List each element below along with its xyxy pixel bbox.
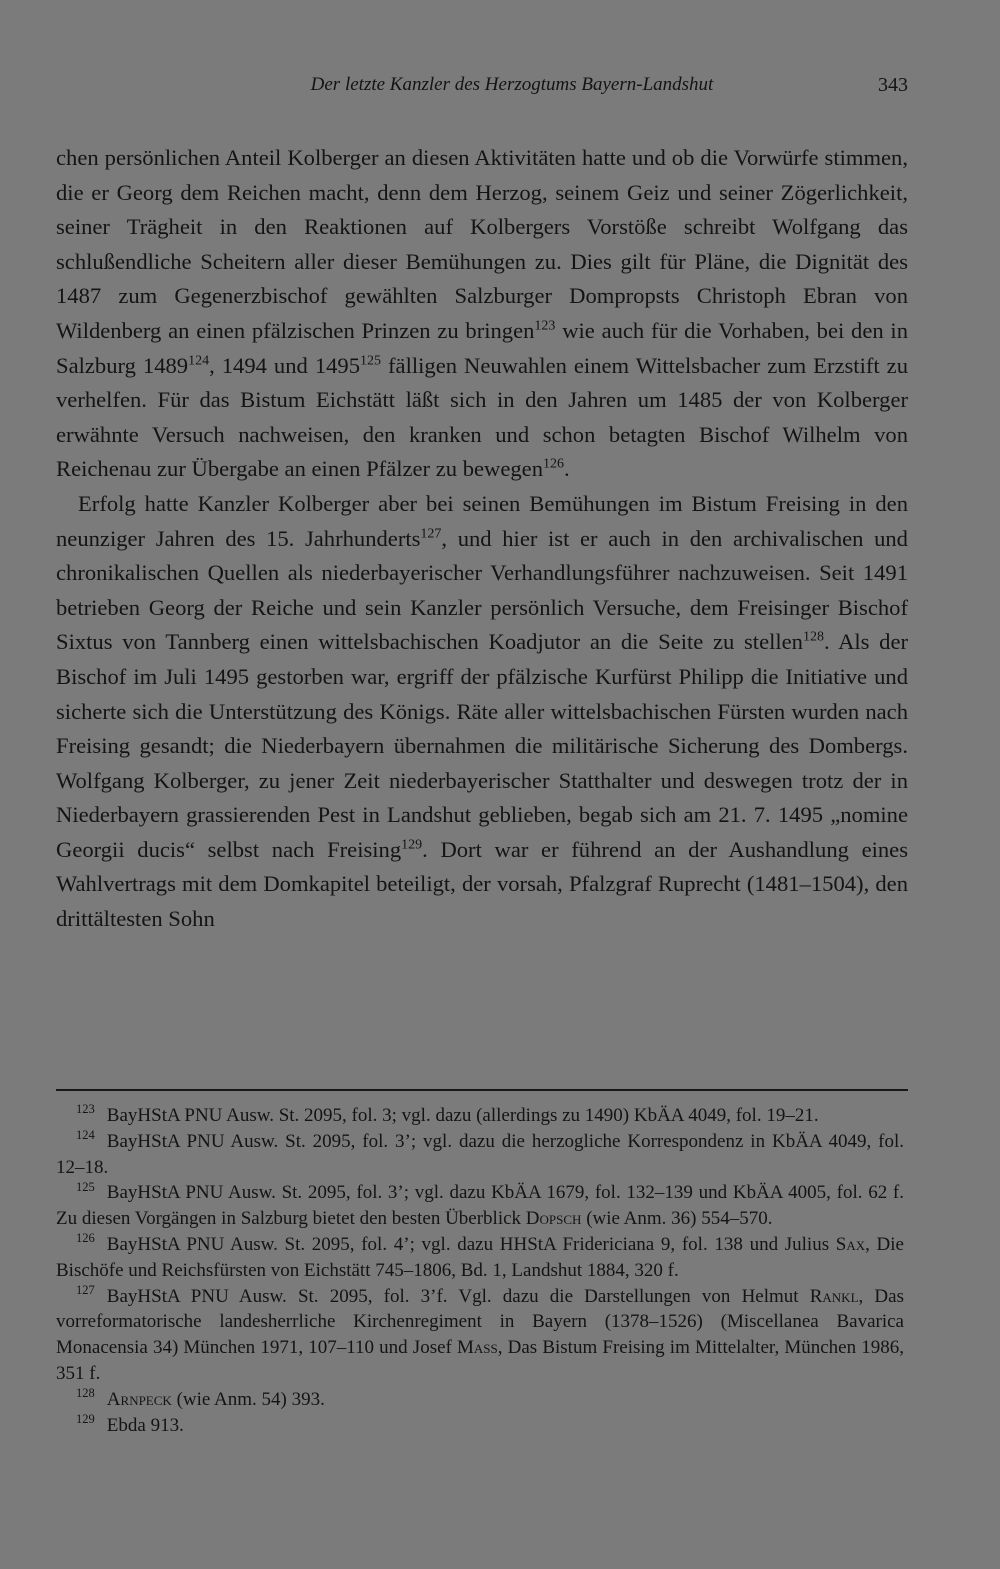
footnote-text: Ebda 913. (106, 1414, 184, 1436)
author-name: Rankl (809, 1285, 859, 1307)
footnote-text: BayHStA PNU Ausw. St. 2095, fol. 3; vgl. dazu (allerdings zu 1490) KbÄA 4049, fol. 19–21. (106, 1105, 819, 1126)
footnote (56, 1103, 904, 1129)
footnote-text: , Die Bischöfe und Reichsfürsten von Eichstätt 745–1806, Bd. 1, Landshut 1884, 320 f. (56, 1233, 904, 1281)
author-name: Dopsch (525, 1208, 582, 1230)
footnote (56, 1232, 904, 1284)
footnote-text: BayHStA PNU Ausw. St. 2095, fol. 4’; vgl. dazu HHStA Fridericiana 9, fol. 138 und Julius (106, 1233, 836, 1255)
paragraph (56, 141, 908, 487)
text-run: Erfolg hatte Kanzler Kolberger aber bei seinen Bemühungen im Bistum Freising in den neunziger Jahren des 15. Jahrhunderts (56, 490, 908, 551)
text-run: . (564, 456, 570, 482)
footnote-text: , Das Bistum Freising im Mittelalter, München 1986, 351 f. (56, 1337, 904, 1384)
footnote-text: (wie Anm. 54) 393. (171, 1388, 325, 1410)
text-run: wie auch für die Vorhaben, bei den in Salzburg 1489 (56, 317, 908, 378)
footnote-number: 123 (76, 1102, 95, 1117)
author-name: Arnpeck (106, 1388, 172, 1410)
text-run: fälligen Neuwahlen einem Wittelsbacher zum Erzstift zu verhelfen. Für das Bistum Eichstätt läßt sich in den Jahren um 1485 der von Kolberger erwähnte Versuch nachweisen, den kranken und schon betagten Bischof Wilhelm von Reichenau zur Übergabe an einen Pfälzer zu bewegen (56, 352, 908, 482)
text-run: chen persönlichen Anteil Kolberger an diesen Aktivitäten hatte und ob die Vorwürfe stimmen, die er Georg dem Reichen macht, denn dem Herzog, seinem Geiz und seiner Zögerlichkeit, seiner Trägheit in den Reaktionen auf Kolbergers Vorstöße schreibt Wolfgang das schlußendliche Scheitern aller dieser Bemühungen zu. Dies gilt für Pläne, die Dignität des 1487 zum Gegenerzbischof gewählten Salzburger Dompropsts Christoph Ebran von Wildenberg an einen pfälzischen Prinzen zu bringen (56, 145, 908, 343)
footnote-ref: 128 (802, 629, 824, 645)
footnote-text: (wie Anm. 36) 554–570. (581, 1208, 773, 1230)
running-head (56, 74, 908, 104)
footnotes (56, 1103, 904, 1438)
text-run: . Als der Bischof im Juli 1495 gestorben war, ergriff der pfälzische Kurfürst Philipp die Initiative und sicherte sich die Unterstützung des Königs. Räte aller wittelsbachischen Fürsten wurden nach Freising gesandt; die Niederbayern übernahmen die militärische Sicherung des Dombergs. Wolfgang Kolberger, zu jener Zeit niederbayerischer Statthalter und deswegen trotz der in Niederbayern grassierenden Pest in Landshut geblieben, begab sich am 21. 7. 1495 „nomine Georgii ducis“ selbst nach Freising (56, 629, 908, 862)
text-run: , und hier ist er auch in den archivalischen und chronikalischen Quellen als niederbayerischer Verhandlungsführer nachzuweisen. Seit 1491 betrieben Georg der Reiche und sein Kanzler persönlich Versuche, dem Freisinger Bischof Sixtus von Tannberg einen wittelsbachischen Koadjutor an die Seite zu stellen (56, 525, 908, 655)
footnote (56, 1387, 904, 1413)
footnote-rule (56, 1089, 908, 1091)
footnote-text: BayHStA PNU Ausw. St. 2095, fol. 3’; vgl. dazu KbÄA 1679, fol. 132–139 und KbÄA 4005, fol. 62 f. Zu diesen Vorgängen in Salzburg bietet den besten Überblick (56, 1182, 904, 1230)
footnote-number: 128 (76, 1386, 95, 1401)
footnote-number: 124 (76, 1128, 95, 1143)
body-text (56, 141, 908, 937)
author-name: Mass (457, 1337, 498, 1359)
text-run: , 1494 und 1495 (209, 352, 361, 378)
footnote-text: , Das vorreformatorische landesherrliche Kirchenregiment in Bayern (1378–1526) (Miscellanea Bavarica Monacensia 34) München 1971, 107–110 und Josef (56, 1285, 904, 1359)
footnote-text: BayHStA PNU Ausw. St. 2095, fol. 3’f. Vgl. dazu die Darstellungen von Helmut (106, 1285, 810, 1307)
text-run: . Dort war er führend an der Aushandlung eines Wahlvertrags mit dem Domkapitel beteiligt, der vorsah, Pfalzgraf Ruprecht (1481–1504), den drittältesten Sohn (56, 836, 908, 932)
paragraph (56, 487, 908, 937)
footnote-ref: 127 (420, 525, 442, 541)
footnote-ref: 129 (401, 837, 423, 853)
footnote-number: 125 (76, 1179, 95, 1194)
footnote (56, 1284, 904, 1387)
author-name: Sax (835, 1233, 866, 1255)
page-number: 343 (878, 74, 908, 96)
footnote-number: 129 (76, 1412, 95, 1427)
footnote-text: BayHStA PNU Ausw. St. 2095, fol. 3’; vgl. dazu die herzogliche Korrespondenz in KbÄA 4049, fol. 12–18. (56, 1130, 904, 1178)
footnote-ref: 125 (360, 352, 382, 368)
footnote-number: 127 (76, 1283, 95, 1298)
footnote-ref: 126 (543, 456, 564, 472)
running-title: Der letzte Kanzler des Herzogtums Bayern-Landshut (310, 74, 714, 95)
footnote-ref: 124 (188, 352, 210, 368)
footnote (56, 1129, 904, 1181)
footnote-ref: 123 (534, 318, 556, 334)
footnote-number: 126 (76, 1231, 95, 1246)
footnote (56, 1180, 904, 1232)
footnote (56, 1413, 904, 1439)
